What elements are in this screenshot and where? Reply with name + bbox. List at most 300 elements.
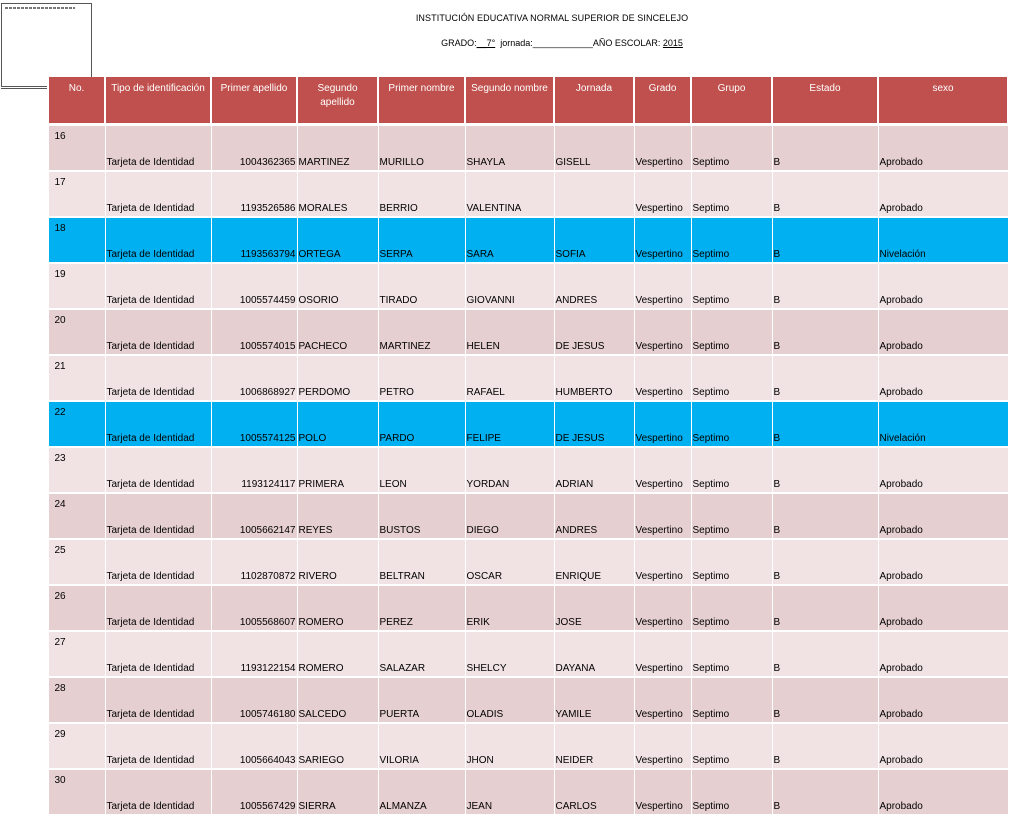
estado-text: Aprobado bbox=[879, 571, 923, 582]
row-number-text: 29 bbox=[54, 729, 66, 740]
primer-apellido-text: MARTINEZ bbox=[298, 157, 350, 168]
cell-grado bbox=[691, 539, 772, 585]
segundo-nombre-text: DE JESUS bbox=[555, 433, 605, 444]
cell-grupo bbox=[772, 263, 878, 309]
cell-segundo-nombre bbox=[554, 493, 634, 539]
cell-row-number bbox=[48, 631, 105, 677]
primer-apellido-text: ROMERO bbox=[298, 663, 344, 674]
segundo-nombre-text: DAYANA bbox=[555, 663, 596, 674]
estado-text: Nivelación bbox=[879, 433, 926, 444]
grupo-text: B bbox=[773, 433, 781, 444]
id-number-text: 1193122154 bbox=[240, 663, 296, 674]
row-number-text: 21 bbox=[54, 361, 66, 372]
cell-jornada bbox=[634, 539, 691, 585]
estado-text: Aprobado bbox=[879, 617, 923, 628]
cell-jornada bbox=[634, 769, 691, 815]
grado-text: Septimo bbox=[692, 295, 730, 306]
cell-row-number bbox=[48, 585, 105, 631]
cell-segundo-nombre bbox=[554, 217, 634, 263]
cell-grado bbox=[691, 493, 772, 539]
estado-text: Aprobado bbox=[879, 525, 923, 536]
cell-primer-apellido bbox=[297, 769, 378, 815]
cell-segundo-nombre bbox=[554, 631, 634, 677]
cell-grupo bbox=[772, 631, 878, 677]
cell-row-number bbox=[48, 723, 105, 769]
cell-row-number bbox=[48, 677, 105, 723]
cell-estado bbox=[878, 263, 1008, 309]
jornada-value: ____________ bbox=[532, 38, 593, 48]
grupo-text: B bbox=[773, 295, 781, 306]
cell-id-type bbox=[105, 125, 211, 172]
cell-id-type bbox=[105, 447, 211, 493]
grupo-text: B bbox=[773, 157, 781, 168]
row-number-text: 19 bbox=[54, 269, 66, 280]
cell-id-type bbox=[105, 677, 211, 723]
table-row bbox=[48, 631, 1008, 677]
column-header-primer-apellido: Primer apellido bbox=[211, 77, 297, 125]
grupo-text: B bbox=[773, 479, 781, 490]
cell-segundo-apellido bbox=[378, 631, 465, 677]
grado-text: Septimo bbox=[692, 479, 730, 490]
cell-id-number bbox=[211, 585, 297, 631]
grado-text: Septimo bbox=[692, 157, 730, 168]
cell-grupo bbox=[772, 171, 878, 217]
cell-estado bbox=[878, 125, 1008, 172]
cell-grado bbox=[691, 677, 772, 723]
jornada-text: Vespertino bbox=[635, 801, 683, 812]
segundo-apellido-text: SERPA bbox=[379, 249, 413, 260]
id-type-text: Tarjeta de Identidad bbox=[106, 479, 195, 490]
cell-estado bbox=[878, 769, 1008, 815]
cell-primer-apellido bbox=[297, 493, 378, 539]
cell-estado bbox=[878, 631, 1008, 677]
cell-jornada bbox=[634, 493, 691, 539]
grado-text: Septimo bbox=[692, 387, 730, 398]
cell-grado bbox=[691, 171, 772, 217]
id-type-text: Tarjeta de Identidad bbox=[106, 433, 195, 444]
cell-primer-nombre bbox=[465, 677, 554, 723]
primer-nombre-text: SHELCY bbox=[466, 663, 507, 674]
table-row bbox=[48, 585, 1008, 631]
id-number-text: 1005567429 bbox=[239, 801, 296, 812]
institution-title: INSTITUCIÓN EDUCATIVA NORMAL SUPERIOR DE SINCELEJO bbox=[415, 13, 689, 23]
segundo-nombre-text: NEIDER bbox=[555, 755, 594, 766]
table-row bbox=[48, 309, 1008, 355]
segundo-apellido-text: PUERTA bbox=[379, 709, 420, 720]
primer-apellido-text: SALCEDO bbox=[298, 709, 347, 720]
column-header-sexo: sexo bbox=[878, 77, 1008, 125]
cell-id-number bbox=[211, 677, 297, 723]
cell-segundo-apellido bbox=[378, 125, 465, 172]
grupo-text: B bbox=[773, 663, 781, 674]
cell-primer-apellido bbox=[297, 125, 378, 172]
jornada-text: Vespertino bbox=[635, 525, 683, 536]
estado-text: Aprobado bbox=[879, 387, 923, 398]
primer-apellido-text: ORTEGA bbox=[298, 249, 341, 260]
column-header-tipo: Tipo de identificación bbox=[105, 77, 211, 125]
cell-primer-apellido bbox=[297, 309, 378, 355]
jornada-text: Vespertino bbox=[635, 249, 683, 260]
cell-row-number bbox=[48, 401, 105, 447]
estado-text: Aprobado bbox=[879, 341, 923, 352]
primer-nombre-text: FELIPE bbox=[466, 433, 501, 444]
column-header-segundo-nombre: Segundo nombre bbox=[465, 77, 554, 125]
table-row bbox=[48, 539, 1008, 585]
id-number-text: 1193563794 bbox=[240, 249, 296, 260]
cell-id-type bbox=[105, 263, 211, 309]
cell-primer-nombre bbox=[465, 585, 554, 631]
row-number-text: 27 bbox=[54, 637, 66, 648]
grado-text: Septimo bbox=[692, 203, 730, 214]
cell-grupo bbox=[772, 447, 878, 493]
cell-primer-nombre bbox=[465, 263, 554, 309]
cell-row-number bbox=[48, 539, 105, 585]
segundo-nombre-text: ANDRES bbox=[555, 295, 598, 306]
cell-primer-apellido bbox=[297, 401, 378, 447]
grupo-text: B bbox=[773, 571, 781, 582]
row-number-text: 26 bbox=[54, 591, 66, 602]
cell-segundo-apellido bbox=[378, 355, 465, 401]
cell-id-number bbox=[211, 631, 297, 677]
cell-grado bbox=[691, 217, 772, 263]
segundo-apellido-text: PETRO bbox=[379, 387, 414, 398]
cell-primer-apellido bbox=[297, 217, 378, 263]
cell-estado bbox=[878, 309, 1008, 355]
cell-estado bbox=[878, 493, 1008, 539]
row-number-text: 18 bbox=[54, 223, 66, 234]
row-number-text: 24 bbox=[54, 499, 66, 510]
id-number-text: 1005746180 bbox=[239, 709, 296, 720]
grupo-text: B bbox=[773, 203, 781, 214]
cell-row-number bbox=[48, 309, 105, 355]
segundo-apellido-text: PARDO bbox=[379, 433, 415, 444]
id-number-text: 1005568607 bbox=[239, 617, 296, 628]
cell-segundo-nombre bbox=[554, 585, 634, 631]
cell-segundo-nombre bbox=[554, 447, 634, 493]
grado-text: Septimo bbox=[692, 663, 730, 674]
id-type-text: Tarjeta de Identidad bbox=[106, 387, 195, 398]
cell-segundo-apellido bbox=[378, 539, 465, 585]
column-header-grado: Grado bbox=[634, 77, 691, 125]
cell-primer-nombre bbox=[465, 125, 554, 172]
cell-segundo-apellido bbox=[378, 171, 465, 217]
segundo-apellido-text: MARTINEZ bbox=[379, 341, 431, 352]
cell-grupo bbox=[772, 217, 878, 263]
id-type-text: Tarjeta de Identidad bbox=[106, 249, 195, 260]
row-number-text: 28 bbox=[54, 683, 66, 694]
grupo-text: B bbox=[773, 801, 781, 812]
segundo-apellido-text: TIRADO bbox=[379, 295, 418, 306]
estado-text: Aprobado bbox=[879, 295, 923, 306]
id-number-text: 1005574125 bbox=[239, 433, 296, 444]
column-header-grupo: Grupo bbox=[691, 77, 772, 125]
grado-text: Septimo bbox=[692, 571, 730, 582]
cell-jornada bbox=[634, 309, 691, 355]
segundo-nombre-text: ENRIQUE bbox=[555, 571, 602, 582]
cell-segundo-nombre bbox=[554, 677, 634, 723]
cell-grado bbox=[691, 769, 772, 815]
id-number-text: 1102870872 bbox=[240, 571, 296, 582]
cell-estado bbox=[878, 585, 1008, 631]
cell-primer-apellido bbox=[297, 263, 378, 309]
jornada-text: Vespertino bbox=[635, 295, 683, 306]
id-type-text: Tarjeta de Identidad bbox=[106, 203, 195, 214]
column-header-jornada: Jornada bbox=[554, 77, 634, 125]
id-type-text: Tarjeta de Identidad bbox=[106, 709, 195, 720]
cell-jornada bbox=[634, 125, 691, 172]
segundo-nombre-text: GISELL bbox=[555, 157, 591, 168]
estado-text: Aprobado bbox=[879, 157, 923, 168]
primer-apellido-text: PRIMERA bbox=[298, 479, 345, 490]
cell-jornada bbox=[634, 585, 691, 631]
table-row bbox=[48, 447, 1008, 493]
cell-row-number bbox=[48, 217, 105, 263]
cell-primer-apellido bbox=[297, 631, 378, 677]
cell-primer-nombre bbox=[465, 493, 554, 539]
cell-jornada bbox=[634, 631, 691, 677]
primer-apellido-text: RIVERO bbox=[298, 571, 337, 582]
jornada-text: Vespertino bbox=[635, 709, 683, 720]
grupo-text: B bbox=[773, 525, 781, 536]
cell-grupo bbox=[772, 125, 878, 172]
cell-segundo-nombre bbox=[554, 401, 634, 447]
cell-id-type bbox=[105, 585, 211, 631]
grupo-text: B bbox=[773, 755, 781, 766]
cell-primer-nombre bbox=[465, 217, 554, 263]
cell-jornada bbox=[634, 401, 691, 447]
grado-label: GRADO: bbox=[441, 38, 477, 48]
cell-id-type bbox=[105, 723, 211, 769]
cell-id-type bbox=[105, 631, 211, 677]
cell-id-number bbox=[211, 355, 297, 401]
primer-nombre-text: YORDAN bbox=[466, 479, 510, 490]
grupo-text: B bbox=[773, 249, 781, 260]
column-header-segundo-apellido: Segundo apellido bbox=[297, 77, 378, 125]
cell-grado bbox=[691, 355, 772, 401]
cell-row-number bbox=[48, 493, 105, 539]
cell-primer-nombre bbox=[465, 631, 554, 677]
cell-row-number bbox=[48, 447, 105, 493]
jornada-text: Vespertino bbox=[635, 479, 683, 490]
estado-text: Aprobado bbox=[879, 755, 923, 766]
grupo-text: B bbox=[773, 617, 781, 628]
primer-apellido-text: ROMERO bbox=[298, 617, 344, 628]
estado-text: Aprobado bbox=[879, 663, 923, 674]
segundo-nombre-text: DE JESUS bbox=[555, 341, 605, 352]
cell-id-type bbox=[105, 539, 211, 585]
cell-grado bbox=[691, 447, 772, 493]
cell-id-number bbox=[211, 309, 297, 355]
id-type-text: Tarjeta de Identidad bbox=[106, 801, 195, 812]
cell-segundo-apellido bbox=[378, 263, 465, 309]
id-type-text: Tarjeta de Identidad bbox=[106, 571, 195, 582]
segundo-apellido-text: SALAZAR bbox=[379, 663, 426, 674]
column-header-no: No. bbox=[48, 77, 105, 125]
segundo-nombre-text: ADRIAN bbox=[555, 479, 594, 490]
primer-nombre-text: DIEGO bbox=[466, 525, 499, 536]
cell-segundo-apellido bbox=[378, 217, 465, 263]
cell-segundo-apellido bbox=[378, 309, 465, 355]
estado-text: Aprobado bbox=[879, 709, 923, 720]
cell-grupo bbox=[772, 585, 878, 631]
table-row bbox=[48, 217, 1008, 263]
table-row bbox=[48, 171, 1008, 217]
jornada-text: Vespertino bbox=[635, 203, 683, 214]
grado-text: Septimo bbox=[692, 433, 730, 444]
row-number-text: 25 bbox=[54, 545, 66, 556]
cell-grado bbox=[691, 125, 772, 172]
jornada-text: Vespertino bbox=[635, 663, 683, 674]
table-row bbox=[48, 769, 1008, 815]
primer-nombre-text: VALENTINA bbox=[466, 203, 522, 214]
cell-estado bbox=[878, 447, 1008, 493]
primer-nombre-text: GIOVANNI bbox=[466, 295, 515, 306]
segundo-apellido-text: MURILLO bbox=[379, 157, 424, 168]
primer-nombre-text: SARA bbox=[466, 249, 494, 260]
jornada-text: Vespertino bbox=[635, 755, 683, 766]
row-number-text: 30 bbox=[54, 775, 66, 786]
primer-nombre-text: RAFAEL bbox=[466, 387, 505, 398]
segundo-apellido-text: VILORIA bbox=[379, 755, 419, 766]
student-roster-table bbox=[47, 77, 1009, 816]
cell-jornada bbox=[634, 217, 691, 263]
segundo-nombre-text: YAMILE bbox=[555, 709, 592, 720]
cell-segundo-apellido bbox=[378, 769, 465, 815]
column-header-primer-nombre: Primer nombre bbox=[378, 77, 465, 125]
table-row bbox=[48, 263, 1008, 309]
id-number-text: 1193124117 bbox=[241, 479, 296, 490]
jornada-text: Vespertino bbox=[635, 341, 683, 352]
segundo-nombre-text: JOSE bbox=[555, 617, 582, 628]
cell-segundo-nombre bbox=[554, 355, 634, 401]
cell-id-type bbox=[105, 493, 211, 539]
id-type-text: Tarjeta de Identidad bbox=[106, 295, 195, 306]
cell-estado bbox=[878, 355, 1008, 401]
cell-id-number bbox=[211, 401, 297, 447]
segundo-nombre-text: ANDRES bbox=[555, 525, 598, 536]
cell-segundo-apellido bbox=[378, 585, 465, 631]
grado-text: Septimo bbox=[692, 249, 730, 260]
table-row bbox=[48, 677, 1008, 723]
cell-grado bbox=[691, 585, 772, 631]
grupo-text: B bbox=[773, 341, 781, 352]
primer-apellido-text: SIERRA bbox=[298, 801, 336, 812]
id-type-text: Tarjeta de Identidad bbox=[106, 341, 195, 352]
id-number-text: 1193526586 bbox=[240, 203, 296, 214]
table-row bbox=[48, 355, 1008, 401]
cell-segundo-nombre bbox=[554, 171, 634, 217]
id-type-text: Tarjeta de Identidad bbox=[106, 157, 195, 168]
id-number-text: 1005574459 bbox=[239, 295, 296, 306]
segundo-apellido-text: LEON bbox=[379, 479, 407, 490]
cell-id-number bbox=[211, 539, 297, 585]
cell-primer-apellido bbox=[297, 585, 378, 631]
primer-apellido-text: MORALES bbox=[298, 203, 348, 214]
grade-line bbox=[0, 38, 1024, 48]
cell-grado bbox=[691, 723, 772, 769]
cell-segundo-nombre bbox=[554, 125, 634, 172]
cell-grado bbox=[691, 631, 772, 677]
primer-apellido-text: REYES bbox=[298, 525, 333, 536]
primer-apellido-text: SARIEGO bbox=[298, 755, 345, 766]
id-type-text: Tarjeta de Identidad bbox=[106, 617, 195, 628]
table-row bbox=[48, 493, 1008, 539]
primer-apellido-text: POLO bbox=[298, 433, 327, 444]
cell-id-number bbox=[211, 263, 297, 309]
cell-grado bbox=[691, 401, 772, 447]
segundo-apellido-text: PEREZ bbox=[379, 617, 413, 628]
segundo-apellido-text: BUSTOS bbox=[379, 525, 421, 536]
cell-grupo bbox=[772, 677, 878, 723]
cell-primer-apellido bbox=[297, 539, 378, 585]
cell-segundo-apellido bbox=[378, 447, 465, 493]
cell-estado bbox=[878, 401, 1008, 447]
id-number-text: 1005574015 bbox=[239, 341, 296, 352]
grado-text: Septimo bbox=[692, 709, 730, 720]
segundo-apellido-text: BELTRAN bbox=[379, 571, 425, 582]
cell-primer-nombre bbox=[465, 723, 554, 769]
cell-grado bbox=[691, 263, 772, 309]
cell-estado bbox=[878, 171, 1008, 217]
cell-primer-apellido bbox=[297, 171, 378, 217]
jornada-text: Vespertino bbox=[635, 157, 683, 168]
cell-jornada bbox=[634, 447, 691, 493]
cell-estado bbox=[878, 217, 1008, 263]
cell-segundo-apellido bbox=[378, 401, 465, 447]
cell-grupo bbox=[772, 355, 878, 401]
cell-primer-apellido bbox=[297, 447, 378, 493]
cell-segundo-nombre bbox=[554, 309, 634, 355]
jornada-text: Vespertino bbox=[635, 571, 683, 582]
cell-id-type bbox=[105, 171, 211, 217]
table-header-row bbox=[48, 77, 1008, 125]
cell-primer-nombre bbox=[465, 539, 554, 585]
grupo-text: B bbox=[773, 387, 781, 398]
cell-primer-nombre bbox=[465, 769, 554, 815]
id-number-text: 1005662147 bbox=[239, 525, 296, 536]
primer-apellido-text: PERDOMO bbox=[298, 387, 351, 398]
cell-row-number bbox=[48, 171, 105, 217]
cell-grupo bbox=[772, 401, 878, 447]
cell-id-number bbox=[211, 217, 297, 263]
grado-text: Septimo bbox=[692, 617, 730, 628]
cell-segundo-apellido bbox=[378, 723, 465, 769]
cell-jornada bbox=[634, 723, 691, 769]
cell-primer-nombre bbox=[465, 447, 554, 493]
grado-text: Septimo bbox=[692, 755, 730, 766]
segundo-nombre-text: HUMBERTO bbox=[555, 387, 613, 398]
cell-primer-nombre bbox=[465, 355, 554, 401]
cell-row-number bbox=[48, 263, 105, 309]
cell-id-type bbox=[105, 309, 211, 355]
table-row bbox=[48, 125, 1008, 172]
cell-segundo-nombre bbox=[554, 769, 634, 815]
cell-primer-apellido bbox=[297, 677, 378, 723]
estado-text: Aprobado bbox=[879, 801, 923, 812]
row-number-text: 17 bbox=[54, 177, 66, 188]
cell-segundo-nombre bbox=[554, 263, 634, 309]
cell-id-type bbox=[105, 769, 211, 815]
id-type-text: Tarjeta de Identidad bbox=[106, 755, 195, 766]
column-header-estado: Estado bbox=[772, 77, 878, 125]
cell-id-number bbox=[211, 769, 297, 815]
id-number-text: 1006868927 bbox=[239, 387, 296, 398]
cell-segundo-nombre bbox=[554, 723, 634, 769]
cell-segundo-apellido bbox=[378, 493, 465, 539]
cell-jornada bbox=[634, 355, 691, 401]
cell-grupo bbox=[772, 539, 878, 585]
primer-nombre-text: OSCAR bbox=[466, 571, 503, 582]
